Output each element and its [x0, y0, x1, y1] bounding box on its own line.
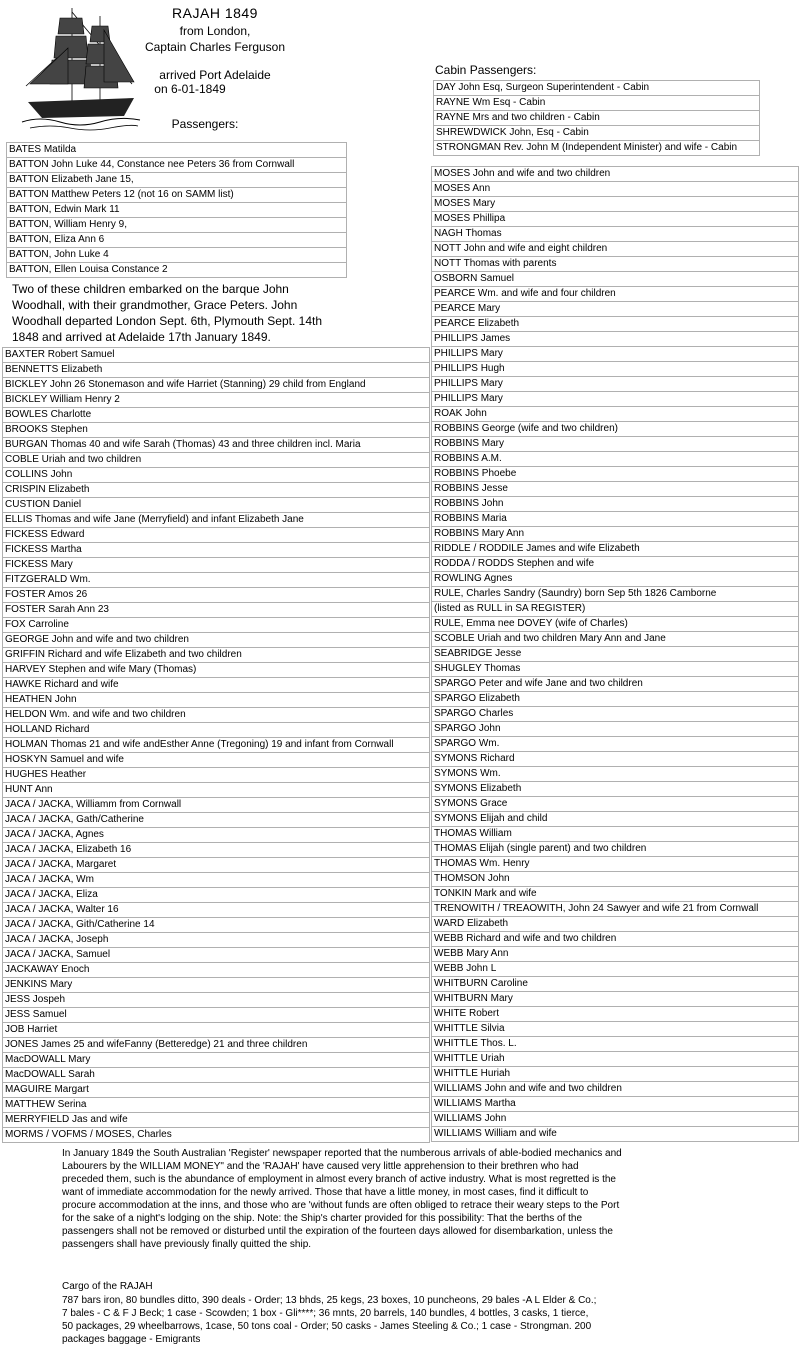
passenger-entry: BICKLEY William Henry 2: [3, 393, 430, 408]
table-row: [432, 842, 799, 857]
table-row: [7, 188, 347, 203]
passenger-entry: ROBBINS Maria: [432, 512, 799, 527]
table-row: [432, 302, 799, 317]
table-row: [432, 647, 799, 662]
passenger-entry: FOX Carroline: [3, 618, 430, 633]
passenger-entry: PHILLIPS Mary: [432, 347, 799, 362]
passenger-entry: HOSKYN Samuel and wife: [3, 753, 430, 768]
table-row: [432, 917, 799, 932]
table-row: [432, 1022, 799, 1037]
table-row: [432, 857, 799, 872]
table-row: [7, 233, 347, 248]
table-row: [432, 932, 799, 947]
table-row: [432, 1037, 799, 1052]
table-row: [3, 993, 430, 1008]
table-row: [3, 1098, 430, 1113]
passenger-entry: JACA / JACKA, Gath/Catherine: [3, 813, 430, 828]
table-row: [3, 963, 430, 978]
table-row: [3, 453, 430, 468]
passenger-entry: JOB Harriet: [3, 1023, 430, 1038]
table-row: [432, 872, 799, 887]
passenger-entry: HOLMAN Thomas 21 and wife andEsther Anne (Tregoning) 19 and infant from Cornwall: [3, 738, 430, 753]
passenger-entry: HUNT Ann: [3, 783, 430, 798]
passenger-entry: PEARCE Mary: [432, 302, 799, 317]
passenger-entry: ROBBINS John: [432, 497, 799, 512]
passenger-entry: MERRYFIELD Jas and wife: [3, 1113, 430, 1128]
passenger-table-right: [431, 166, 799, 1142]
passenger-entry: (listed as RULL in SA REGISTER): [432, 602, 799, 617]
passenger-entry: JONES James 25 and wifeFanny (Betteredge) 21 and three children: [3, 1038, 430, 1053]
passenger-entry: WEBB Richard and wife and two children: [432, 932, 799, 947]
passenger-entry: JACA / JACKA, Wm: [3, 873, 430, 888]
table-row: [432, 272, 799, 287]
table-row: [432, 332, 799, 347]
table-row: [432, 377, 799, 392]
table-row: [3, 483, 430, 498]
table-row: [3, 633, 430, 648]
table-row: [3, 978, 430, 993]
passenger-entry: BATTON, John Luke 4: [7, 248, 347, 263]
passenger-entry: BICKLEY John 26 Stonemason and wife Harriet (Stanning) 29 child from England: [3, 378, 430, 393]
table-row: [432, 677, 799, 692]
passenger-entry: NOTT John and wife and eight children: [432, 242, 799, 257]
passenger-entry: BAXTER Robert Samuel: [3, 348, 430, 363]
passenger-entry: ROBBINS Jesse: [432, 482, 799, 497]
table-row: [432, 257, 799, 272]
passenger-entry: WHITTLE Thos. L.: [432, 1037, 799, 1052]
passenger-entry: WEBB John L: [432, 962, 799, 977]
table-row: [432, 692, 799, 707]
departure-port: from London,: [179, 24, 251, 38]
passenger-entry: FICKESS Edward: [3, 528, 430, 543]
passenger-entry: ROAK John: [432, 407, 799, 422]
passenger-entry: STRONGMAN Rev. John M (Independent Minister) and wife - Cabin: [434, 141, 760, 156]
passenger-entry: RAYNE Wm Esq - Cabin: [434, 96, 760, 111]
table-row: [432, 527, 799, 542]
passenger-entry: ROBBINS Mary Ann: [432, 527, 799, 542]
passenger-entry: WEBB Mary Ann: [432, 947, 799, 962]
table-row: [432, 752, 799, 767]
table-row: [3, 423, 430, 438]
passenger-entry: ROBBINS A.M.: [432, 452, 799, 467]
passenger-entry: BATTON, William Henry 9,: [7, 218, 347, 233]
passenger-entry: GRIFFIN Richard and wife Elizabeth and two children: [3, 648, 430, 663]
table-row: [7, 173, 347, 188]
passenger-entry: SPARGO Wm.: [432, 737, 799, 752]
table-row: [432, 407, 799, 422]
passenger-entry: SYMONS Richard: [432, 752, 799, 767]
passenger-entry: SPARGO John: [432, 722, 799, 737]
passenger-entry: SYMONS Elijah and child: [432, 812, 799, 827]
table-row: [432, 392, 799, 407]
cabin-passenger-table: [433, 80, 760, 156]
ship-title: RAJAH 1849: [172, 5, 258, 21]
table-row: [3, 1008, 430, 1023]
table-row: [3, 1113, 430, 1128]
passenger-entry: ROWLING Agnes: [432, 572, 799, 587]
table-row: [432, 512, 799, 527]
table-row: [432, 977, 799, 992]
embarkation-note: Two of these children embarked on the barque John Woodhall, with their grandmother, Grace Peters. John Woodhall departed London Sept. 6th, Plymouth Sept. 14th 1848 and arrived at Adelaide 17th January 1849.: [12, 282, 322, 344]
table-row: [432, 602, 799, 617]
table-row: [3, 618, 430, 633]
passenger-entry: BATTON, Ellen Louisa Constance 2: [7, 263, 347, 278]
table-row: [432, 797, 799, 812]
table-row: [3, 798, 430, 813]
table-row: [3, 513, 430, 528]
passenger-entry: PHILLIPS Hugh: [432, 362, 799, 377]
table-row: [432, 227, 799, 242]
captain-name: Captain Charles Ferguson: [144, 40, 286, 54]
table-row: [3, 378, 430, 393]
passenger-entry: PHILLIPS James: [432, 332, 799, 347]
passenger-entry: SHREWDWICK John, Esq - Cabin: [434, 126, 760, 141]
passenger-entry: HOLLAND Richard: [3, 723, 430, 738]
passenger-entry: JACA / JACKA, Joseph: [3, 933, 430, 948]
passenger-entry: HEATHEN John: [3, 693, 430, 708]
passenger-entry: MOSES Mary: [432, 197, 799, 212]
table-row: [432, 167, 799, 182]
passenger-entry: SYMONS Wm.: [432, 767, 799, 782]
passenger-entry: BURGAN Thomas 40 and wife Sarah (Thomas) 43 and three children incl. Maria: [3, 438, 430, 453]
cabin-passengers-heading: Cabin Passengers:: [435, 63, 537, 77]
passenger-entry: MOSES Ann: [432, 182, 799, 197]
passenger-entry: JACA / JACKA, Samuel: [3, 948, 430, 963]
table-row: [432, 617, 799, 632]
passenger-entry: JESS Jospeh: [3, 993, 430, 1008]
table-row: [432, 1067, 799, 1082]
table-row: [432, 827, 799, 842]
passenger-entry: PEARCE Wm. and wife and four children: [432, 287, 799, 302]
table-row: [3, 558, 430, 573]
table-row: [434, 126, 760, 141]
passenger-entry: ROBBINS Phoebe: [432, 467, 799, 482]
table-row: [432, 707, 799, 722]
passenger-entry: WARD Elizabeth: [432, 917, 799, 932]
table-row: [3, 1053, 430, 1068]
table-row: [3, 543, 430, 558]
passenger-table-left: [2, 347, 430, 1143]
table-row: [3, 408, 430, 423]
passenger-entry: THOMAS Elijah (single parent) and two children: [432, 842, 799, 857]
passenger-entry: ROBBINS George (wife and two children): [432, 422, 799, 437]
table-row: [3, 1128, 430, 1143]
table-row: [432, 482, 799, 497]
table-row: [432, 347, 799, 362]
passenger-entry: BROOKS Stephen: [3, 423, 430, 438]
passenger-entry: BOWLES Charlotte: [3, 408, 430, 423]
passenger-entry: OSBORN Samuel: [432, 272, 799, 287]
table-row: [432, 1112, 799, 1127]
passenger-entry: HAWKE Richard and wife: [3, 678, 430, 693]
passenger-entry: FICKESS Martha: [3, 543, 430, 558]
passenger-entry: JACA / JACKA, Gith/Catherine 14: [3, 918, 430, 933]
passenger-entry: FOSTER Amos 26: [3, 588, 430, 603]
table-row: [432, 437, 799, 452]
passengers-heading: Passengers:: [171, 117, 239, 131]
passenger-entry: MOSES John and wife and two children: [432, 167, 799, 182]
cargo-heading: Cargo of the RAJAH: [62, 1281, 153, 1292]
table-row: [432, 587, 799, 602]
passenger-entry: FITZGERALD Wm.: [3, 573, 430, 588]
table-row: [432, 902, 799, 917]
passenger-entry: RULE, Charles Sandry (Saundry) born Sep 5th 1826 Camborne: [432, 587, 799, 602]
table-row: [432, 662, 799, 677]
passenger-entry: BENNETTS Elizabeth: [3, 363, 430, 378]
table-row: [3, 1023, 430, 1038]
arrival-port: arrived Port Adelaide: [159, 68, 271, 82]
table-row: [432, 182, 799, 197]
passenger-entry: WHITTLE Silvia: [432, 1022, 799, 1037]
table-row: [3, 1068, 430, 1083]
table-row: [3, 363, 430, 378]
passenger-entry: CUSTION Daniel: [3, 498, 430, 513]
table-row: [432, 887, 799, 902]
passenger-entry: WILLIAMS William and wife: [432, 1127, 799, 1142]
passenger-entry: SPARGO Peter and wife Jane and two children: [432, 677, 799, 692]
table-row: [3, 753, 430, 768]
passenger-entry: SEABRIDGE Jesse: [432, 647, 799, 662]
table-row: [3, 873, 430, 888]
table-row: [7, 218, 347, 233]
table-row: [432, 572, 799, 587]
table-row: [432, 557, 799, 572]
passenger-entry: RULE, Emma nee DOVEY (wife of Charles): [432, 617, 799, 632]
table-row: [3, 783, 430, 798]
cargo-manifest: 787 bars iron, 80 bundles ditto, 390 deals - Order; 13 bhds, 25 kegs, 23 boxes, 10 puncheons, 29 bales -A L Elder & Co.; 7 bales - C & F J Beck; 1 case - Scowden; 1 box - Gli****; 36 mnts, 20 barrels, 140 bundles, 4 bottles, 3 casks, 1 tierce, 50 packages, 29 wheelbarrows, 1case, 50 tons coal - Order; 50 casks - James Steeling & Co.; 1 case - Strongman. 200 packages baggage - Emigrants: [62, 1295, 597, 1345]
table-row: [432, 452, 799, 467]
table-row: [3, 678, 430, 693]
table-row: [432, 212, 799, 227]
passenger-entry: MATTHEW Serina: [3, 1098, 430, 1113]
table-row: [3, 858, 430, 873]
passenger-entry: COBLE Uriah and two children: [3, 453, 430, 468]
table-row: [3, 588, 430, 603]
table-row: [3, 438, 430, 453]
passenger-entry: WILLIAMS John: [432, 1112, 799, 1127]
table-row: [3, 768, 430, 783]
passenger-entry: HELDON Wm. and wife and two children: [3, 708, 430, 723]
table-row: [3, 648, 430, 663]
passenger-entry: JENKINS Mary: [3, 978, 430, 993]
passenger-entry: MORMS / VOFMS / MOSES, Charles: [3, 1128, 430, 1143]
table-row: [3, 1038, 430, 1053]
table-row: [3, 603, 430, 618]
passenger-entry: BATTON Elizabeth Jane 15,: [7, 173, 347, 188]
passenger-entry: GEORGE John and wife and two children: [3, 633, 430, 648]
table-row: [3, 738, 430, 753]
table-row: [7, 158, 347, 173]
table-row: [3, 498, 430, 513]
table-row: [3, 693, 430, 708]
table-row: [432, 362, 799, 377]
table-row: [3, 828, 430, 843]
passenger-entry: NOTT Thomas with parents: [432, 257, 799, 272]
table-row: [432, 1082, 799, 1097]
table-row: [432, 992, 799, 1007]
passenger-entry: PEARCE Elizabeth: [432, 317, 799, 332]
passenger-entry: TONKIN Mark and wife: [432, 887, 799, 902]
table-row: [432, 1007, 799, 1022]
passenger-entry: BATTON, Eliza Ann 6: [7, 233, 347, 248]
passenger-entry: RAYNE Mrs and two children - Cabin: [434, 111, 760, 126]
table-row: [432, 812, 799, 827]
passenger-entry: JACA / JACKA, Eliza: [3, 888, 430, 903]
table-row: [432, 1127, 799, 1142]
table-row: [432, 467, 799, 482]
passenger-entry: THOMAS William: [432, 827, 799, 842]
table-row: [432, 632, 799, 647]
passenger-entry: DAY John Esq, Surgeon Superintendent - Cabin: [434, 81, 760, 96]
table-row: [434, 141, 760, 156]
passenger-entry: THOMAS Wm. Henry: [432, 857, 799, 872]
table-row: [3, 528, 430, 543]
table-row: [432, 497, 799, 512]
passenger-entry: JACA / JACKA, Agnes: [3, 828, 430, 843]
passenger-entry: SPARGO Charles: [432, 707, 799, 722]
table-row: [432, 422, 799, 437]
passenger-entry: PHILLIPS Mary: [432, 377, 799, 392]
table-row: [7, 143, 347, 158]
table-row: [432, 767, 799, 782]
table-row: [432, 947, 799, 962]
passenger-entry: RIDDLE / RODDILE James and wife Elizabeth: [432, 542, 799, 557]
passenger-entry: THOMSON John: [432, 872, 799, 887]
table-row: [432, 1097, 799, 1112]
passenger-entry: RODDA / RODDS Stephen and wife: [432, 557, 799, 572]
table-row: [3, 933, 430, 948]
passenger-entry: FOSTER Sarah Ann 23: [3, 603, 430, 618]
table-row: [7, 248, 347, 263]
passenger-entry: WHITE Robert: [432, 1007, 799, 1022]
passenger-entry: WHITBURN Caroline: [432, 977, 799, 992]
table-row: [432, 542, 799, 557]
passenger-entry: SCOBLE Uriah and two children Mary Ann and Jane: [432, 632, 799, 647]
table-row: [3, 723, 430, 738]
passenger-entry: MOSES Phillipa: [432, 212, 799, 227]
passenger-entry: BATTON John Luke 44, Constance nee Peters 36 from Cornwall: [7, 158, 347, 173]
passenger-entry: NAGH Thomas: [432, 227, 799, 242]
passenger-entry: JACA / JACKA, Elizabeth 16: [3, 843, 430, 858]
passenger-entry: TRENOWITH / TREAOWITH, John 24 Sawyer and wife 21 from Cornwall: [432, 902, 799, 917]
passenger-entry: SPARGO Elizabeth: [432, 692, 799, 707]
sailing-ship-icon: [20, 4, 142, 132]
passenger-entry: ROBBINS Mary: [432, 437, 799, 452]
passenger-entry: SYMONS Grace: [432, 797, 799, 812]
table-row: [7, 203, 347, 218]
table-row: [7, 263, 347, 278]
table-row: [3, 573, 430, 588]
table-row: [3, 708, 430, 723]
passenger-entry: BATTON, Edwin Mark 11: [7, 203, 347, 218]
newspaper-report: In January 1849 the South Australian 'Register' newspaper reported that the numberous arrivals of able-bodied mechanics and Labourers by the WILLIAM MONEY" and the 'RAJAH' have caused very little apprehension to their brethren who had preceded them, such is the abundance of employment in almost every branch of active industry. What is most regretted is the want of immediate accommodation for the newly arrived. Those that have a little money, in most cases, find it difficult to procure accommodation at the inns, and those who are 'without funds are often obliged to retrace their weary steps to the Port for the sake of a night's lodging on the ship. Note: the Ship's charter provided for this possibility: That the berths of the passengers shall not be removed or disturbed until the expiration of the fourteen days allowed for disembarkation, unless the passengers shall have previously finally quitted the ship.: [62, 1148, 622, 1250]
passenger-entry: BATTON Matthew Peters 12 (not 16 on SAMM list): [7, 188, 347, 203]
table-row: [3, 663, 430, 678]
passenger-entry: MAGUIRE Margart: [3, 1083, 430, 1098]
table-row: [432, 722, 799, 737]
table-row: [434, 81, 760, 96]
passenger-entry: JACA / JACKA, Williamm from Cornwall: [3, 798, 430, 813]
arrival-date: on 6-01-1849: [154, 82, 226, 96]
table-row: [434, 111, 760, 126]
passenger-entry: HUGHES Heather: [3, 768, 430, 783]
passenger-entry: PHILLIPS Mary: [432, 392, 799, 407]
table-row: [3, 918, 430, 933]
passenger-entry: JESS Samuel: [3, 1008, 430, 1023]
table-row: [3, 813, 430, 828]
table-row: [432, 1052, 799, 1067]
passenger-entry: MacDOWALL Sarah: [3, 1068, 430, 1083]
table-row: [3, 843, 430, 858]
table-row: [432, 287, 799, 302]
passenger-entry: JACKAWAY Enoch: [3, 963, 430, 978]
passenger-entry: COLLINS John: [3, 468, 430, 483]
passenger-entry: WHITBURN Mary: [432, 992, 799, 1007]
passenger-entry: BATES Matilda: [7, 143, 347, 158]
table-row: [3, 1083, 430, 1098]
table-row: [432, 242, 799, 257]
passenger-entry: WHITTLE Uriah: [432, 1052, 799, 1067]
table-row: [3, 903, 430, 918]
table-row: [432, 317, 799, 332]
table-row: [432, 782, 799, 797]
table-row: [432, 197, 799, 212]
batton-family-table: [6, 142, 347, 278]
passenger-entry: MacDOWALL Mary: [3, 1053, 430, 1068]
passenger-entry: ELLIS Thomas and wife Jane (Merryfield) and infant Elizabeth Jane: [3, 513, 430, 528]
passenger-entry: WILLIAMS John and wife and two children: [432, 1082, 799, 1097]
table-row: [3, 948, 430, 963]
passenger-entry: SYMONS Elizabeth: [432, 782, 799, 797]
passenger-entry: JACA / JACKA, Walter 16: [3, 903, 430, 918]
table-row: [432, 962, 799, 977]
passenger-entry: WHITTLE Huriah: [432, 1067, 799, 1082]
passenger-entry: HARVEY Stephen and wife Mary (Thomas): [3, 663, 430, 678]
table-row: [3, 393, 430, 408]
table-row: [3, 468, 430, 483]
table-row: [3, 888, 430, 903]
passenger-entry: CRISPIN Elizabeth: [3, 483, 430, 498]
passenger-entry: SHUGLEY Thomas: [432, 662, 799, 677]
passenger-entry: WILLIAMS Martha: [432, 1097, 799, 1112]
passenger-entry: JACA / JACKA, Margaret: [3, 858, 430, 873]
table-row: [434, 96, 760, 111]
table-row: [3, 348, 430, 363]
table-row: [432, 737, 799, 752]
passenger-entry: FICKESS Mary: [3, 558, 430, 573]
